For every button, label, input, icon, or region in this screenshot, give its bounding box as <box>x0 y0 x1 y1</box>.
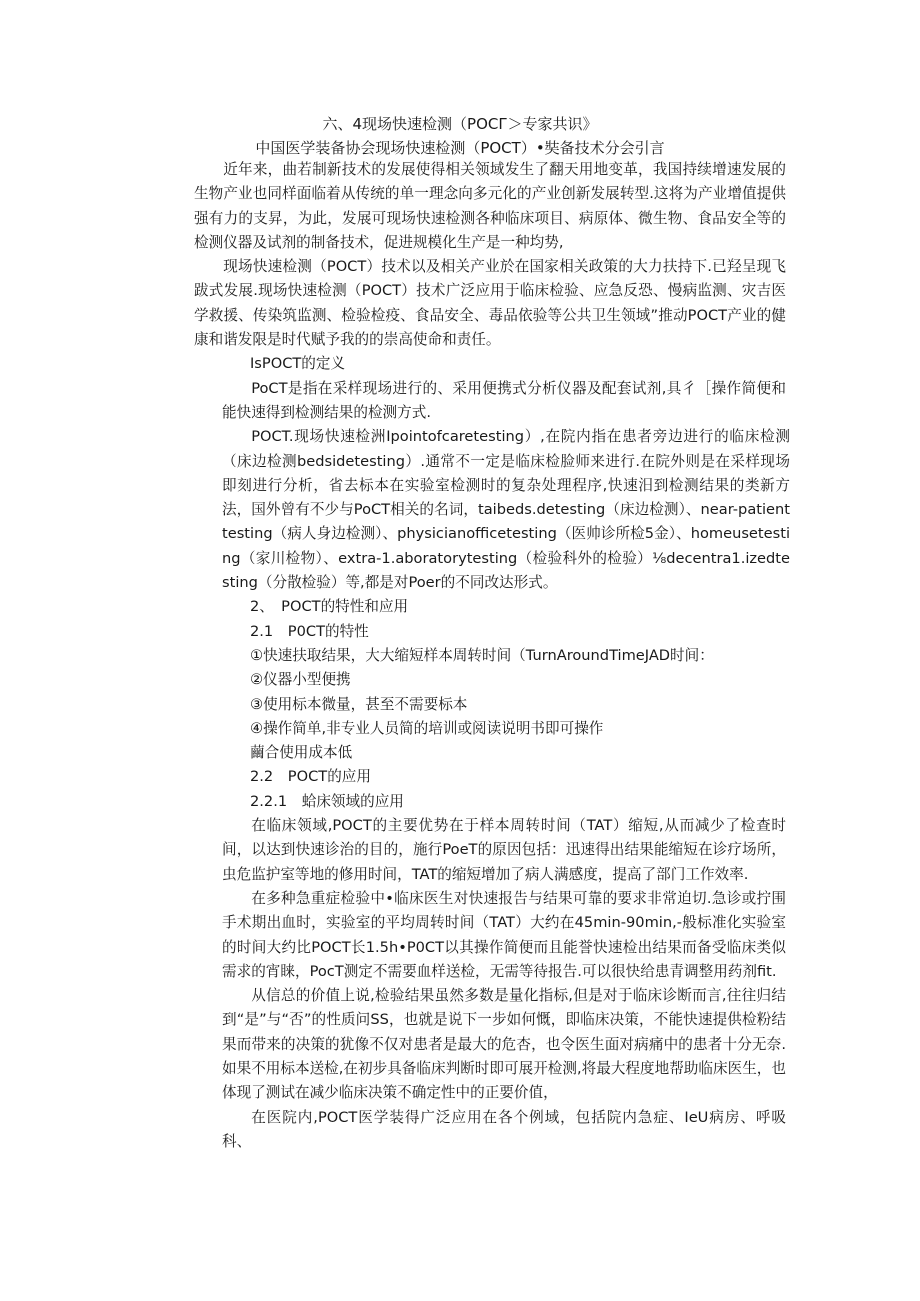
document-body <box>194 158 790 1154</box>
paragraph-hospital-application: 在医院内,POCT医学装得广泛应用在各个例域，包括院内急症、IeU病房、呼吸科、 <box>222 1108 786 1150</box>
list-item-small-sample: ③使用标本微量，甚至不需要标本 <box>250 695 468 713</box>
paragraph-intro: 近年来，曲若制新技术的发展使得相关领域发生了翻天用地变革，我国持续增速发展的生物产业也同样面临着从传统的单一理念向多元化的产业创新发展转型.这将为产业增值提供强有力的支昇，为此，发展可现场快速检测各种临床项目、病原体、微生物、食品安全等的检测仪器及试剂的制备技术，促进规模化生产是一种均势, <box>194 161 786 251</box>
list-item-fast-results: ①快速扶取结果，大大缩短样本周转时间（TurnAroundTimeJAD时间： <box>250 646 714 664</box>
list-item-portable: ②仪器小型便携 <box>250 671 351 689</box>
list-item-low-cost: 繭合使用成本低 <box>250 744 353 762</box>
paragraph-terminology: POCT.现场快速检洲Ipointofcaretesting）,在院内指在患者旁边进行的临床检测（床边检测bedsidetesting）.通常不一定是临床检脸师来进行.在院外则是在采样现场即刻进行分析，省去标本在实验室检测时的复杂处理程序,快速汨到检测结果的类新方法，国外曾有不少与PoCT相关的名词，taibeds.detesting（床边检测）、near-patienttesting（病人身边检测）、physicianofficetesting（医帅诊所检5金）、homeusetesting（家川检物）、extra-1.aboratorytesting（检验科外的检验）⅛decentra1.izedtesting（分散检验）等,都是对Poer的不同改达形式。 <box>222 428 790 592</box>
subsection-heading-characteristics: 2.1 P0CT的特性 <box>250 622 369 640</box>
paragraph-clinical-decision: 从信总的价值上说,检验结果虽然多数是量化指标,但是对于临床诊断而言,往往归结到“是”与“否”的性质问SS，也就是说下一步如何慨，即临床决策，不能快速提供检粉结果而带来的决策的犹像不仅对患者是最大的危杏，也令医生面对病痛中的患者十分无奈.如果不用标本送检,在初步具备临床判断时即可展开检测,将最大程度地帮助临床医生，也体现了测试在减少临床决策不确定性中的正要价值， <box>222 987 786 1102</box>
paragraph-poct-development: 现场快速检测（POCT）技术以及相关产业於在国家相关政策的大力扶持下.已羟呈现飞跋式发展.现场快速检测（POCT）技术广泛应用于临床检验、应急反恐、慢病监测、灾吉医学救援、传染筑监测、检验检疫、食品安全、毒品依验等公共卫生领域”推动POCT产业的健康和谐发限是时代赋予我的的崇高使命和责任。 <box>194 258 786 349</box>
section-heading-characteristics-application: 2、 POCT的特性和应用 <box>250 598 409 616</box>
paragraph-definition: PoCT是指在采样现场进行的、采用便携式分析仪器及配套试剂,具彳［操作简便和能快速得到检测结果的检测方式. <box>222 379 786 421</box>
subsection-heading-application: 2.2 POCT的应用 <box>250 768 371 786</box>
section-heading-definition: IsPOCT的定义 <box>250 355 346 373</box>
paragraph-clinical-advantage: 在临床领域,POCT的主要优势在于样本周转时间（TAT）缩短,从而减少了检查时间，以达到快速诊治的目的，施行PoeT的原因包括：迅速得出结果能缩短在诊疗场所，虫危监护室等地的修用时间，TAT的缩短增加了病人满感度，提高了部门工作效率. <box>222 817 786 883</box>
subsection-heading-clinical-application: 2.2.1 蛤床领域的应用 <box>250 792 404 810</box>
paragraph-emergency-testing: 在多种急重症检验中•临床医生对快速报告与结果可靠的要求非常迫切.急诊或拧围手术期出血时，实验室的平均周转时间（TAT）大约在45min-90min,-般标准化实验室的时间大约比POCT长1.5h•P0CT以其操作简便而且能誉快速检出结果而备受临床类似需求的宵睐，PocT测定不需要血样送检，无需等待报告.可以很快给患青调整用药剂fit. <box>222 889 786 980</box>
document-title: 六、4现场快速检测（POCГ＞专家共识》 <box>322 115 598 133</box>
document-subtitle: 中国医学装备协会现场快速检测（POCT）•奘备技术分会引言 <box>255 139 665 157</box>
list-item-simple-operation: ④操作简单,非专业人员简的培训或阅读说明书即可操作 <box>250 719 604 737</box>
